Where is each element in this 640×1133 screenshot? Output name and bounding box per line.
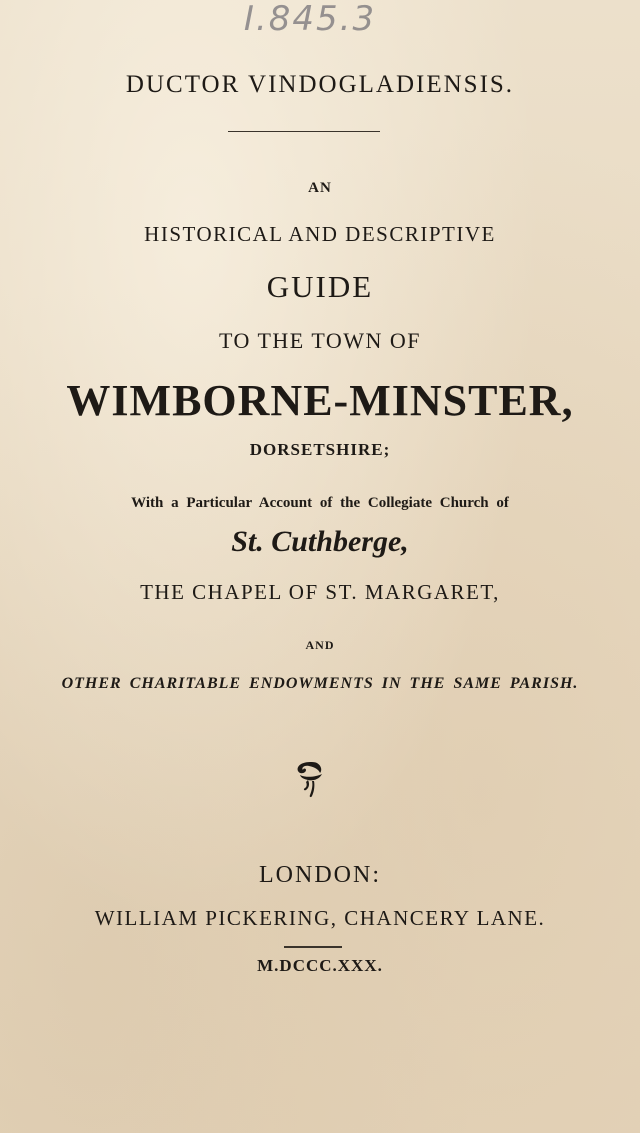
subtitle-to-town: TO THE TOWN OF	[218, 328, 422, 353]
imprint-date: M.DCCC.XXX.	[257, 956, 383, 975]
printers-fleuron-icon	[292, 760, 328, 800]
conjunction-and: AND	[305, 638, 335, 652]
county-name: DORSETSHIRE;	[249, 440, 391, 459]
town-name: WIMBORNE-MINSTER,	[66, 376, 574, 425]
title-rule-divider	[228, 131, 380, 132]
other-endowments-line: OTHER CHARITABLE ENDOWMENTS IN THE SAME PARISH.	[61, 675, 579, 692]
subtitle-guide: GUIDE	[266, 269, 374, 304]
subtitle-historical: HISTORICAL AND DESCRIPTIVE	[144, 222, 496, 246]
subtitle-article: AN	[308, 180, 332, 196]
particular-account-line: With a Particular Account of the Collegiate Church of	[131, 495, 509, 511]
imprint-publisher: WILLIAM PICKERING, CHANCERY LANE.	[94, 906, 546, 930]
imprint-rule-divider	[284, 946, 342, 948]
chapel-line: THE CHAPEL OF ST. MARGARET,	[140, 580, 500, 604]
imprint-city: LONDON:	[259, 862, 381, 888]
main-title: DUCTOR VINDOGLADIENSIS.	[125, 71, 515, 98]
handwritten-shelfmark: I.845.3	[243, 0, 377, 39]
saint-name: St. Cuthberge,	[231, 525, 409, 558]
